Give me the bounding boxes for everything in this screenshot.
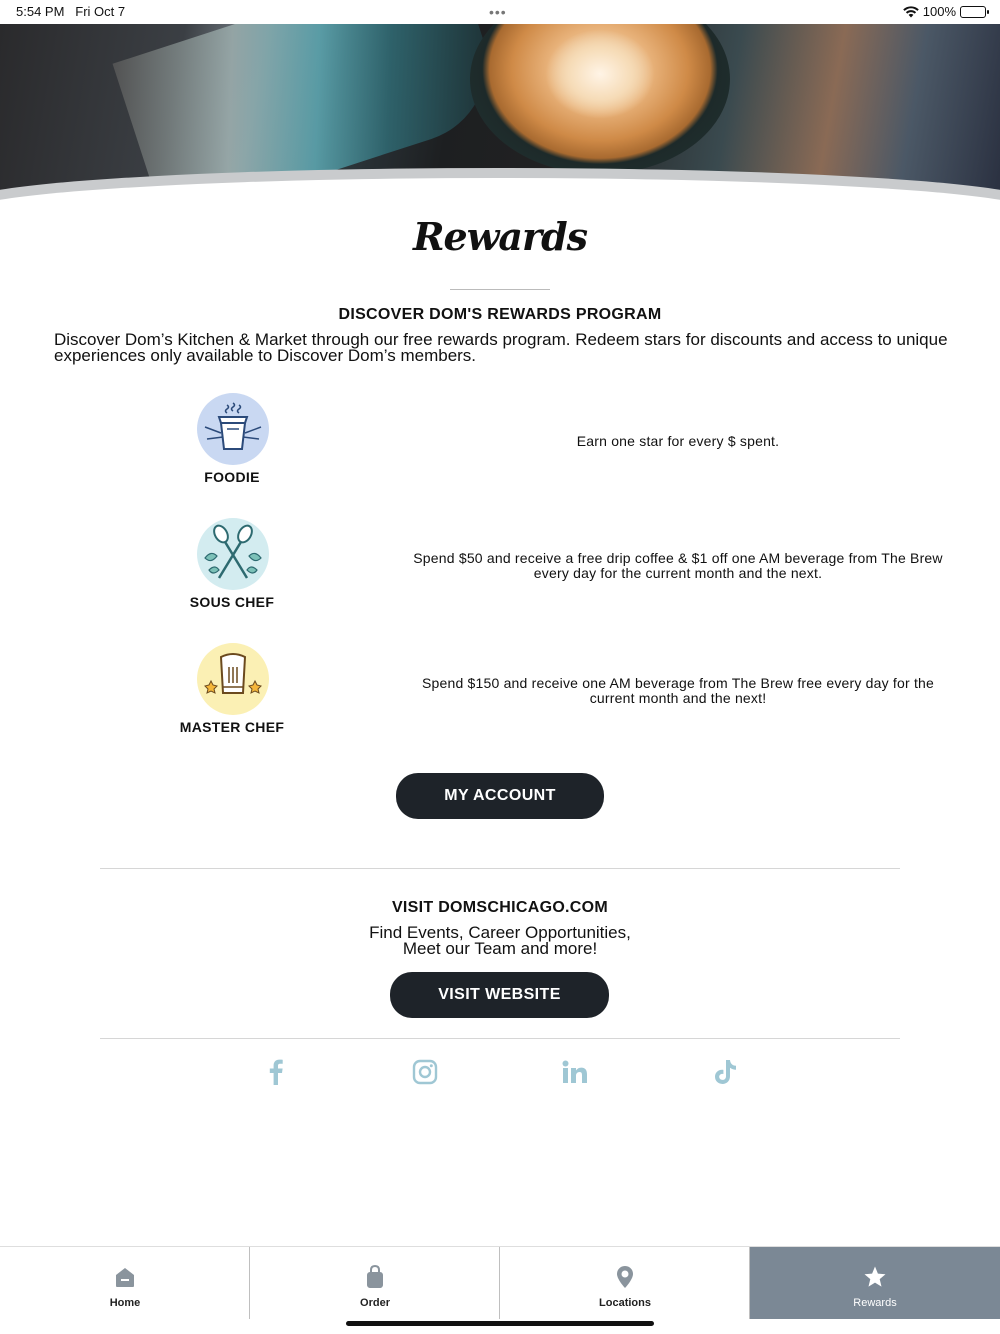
- battery-icon: [960, 6, 986, 18]
- crossed-spoons-icon: [197, 518, 269, 590]
- battery-percent: 100%: [922, 4, 956, 19]
- status-indicators: [903, 4, 986, 19]
- tier-name: MASTER CHEF: [179, 719, 285, 735]
- hero-image-coffee: [0, 24, 1000, 204]
- page-title: Rewards: [412, 214, 588, 259]
- tab-rewards[interactable]: Rewards: [750, 1247, 1000, 1319]
- tab-locations[interactable]: Locations: [500, 1247, 750, 1319]
- section-divider: [100, 1038, 900, 1039]
- tier-description: Earn one star for every $ spent.: [576, 433, 780, 449]
- chef-hat-icon: [197, 643, 269, 715]
- tab-order[interactable]: Order: [250, 1247, 500, 1319]
- visit-website-button[interactable]: VISIT WEBSITE: [390, 972, 609, 1018]
- tier-description: Spend $50 and receive a free drip coffee & $1 off one AM beverage from The Brew every day for the current month and the next.: [413, 550, 943, 581]
- multitasking-dots-icon[interactable]: •••: [489, 4, 507, 20]
- tier-description: Spend $150 and receive one AM beverage from The Brew free every day for the current month and the next!: [421, 675, 935, 706]
- tier-name: FOODIE: [204, 469, 260, 485]
- title-divider: [450, 289, 550, 290]
- tier-foodie: [0, 393, 1000, 493]
- visit-heading: VISIT DOMSCHICAGO.COM: [391, 899, 609, 916]
- tab-home[interactable]: Home: [0, 1247, 250, 1319]
- status-bar: [0, 0, 1000, 24]
- status-time: 5:54 PM Fri Oct 7: [16, 4, 126, 19]
- location-pin-icon: [613, 1265, 637, 1289]
- section-divider: [100, 868, 900, 869]
- facebook-icon[interactable]: [261, 1057, 291, 1087]
- bag-icon: [363, 1265, 387, 1289]
- instagram-icon[interactable]: [410, 1057, 440, 1087]
- program-heading: DISCOVER DOM'S REWARDS PROGRAM: [338, 306, 662, 323]
- visit-description: Find Events, Career Opportunities, Meet our Team and more!: [369, 923, 631, 958]
- home-indicator[interactable]: [346, 1321, 654, 1326]
- wifi-icon: [903, 6, 919, 18]
- tier-name: SOUS CHEF: [189, 594, 275, 610]
- my-account-button[interactable]: MY ACCOUNT: [396, 773, 604, 819]
- tiktok-icon[interactable]: [710, 1057, 740, 1087]
- tier-master-chef: [0, 643, 1000, 743]
- home-icon: [113, 1265, 137, 1289]
- tier-sous-chef: [0, 518, 1000, 618]
- tab-bar: [0, 1246, 1000, 1318]
- program-description: Discover Dom’s Kitchen & Market through our free rewards program. Redeem stars for discounts and access to unique experiences only available to Discover Dom’s members.: [54, 330, 948, 365]
- star-icon: [863, 1265, 887, 1289]
- takeout-box-icon: [197, 393, 269, 465]
- linkedin-icon[interactable]: [560, 1057, 590, 1087]
